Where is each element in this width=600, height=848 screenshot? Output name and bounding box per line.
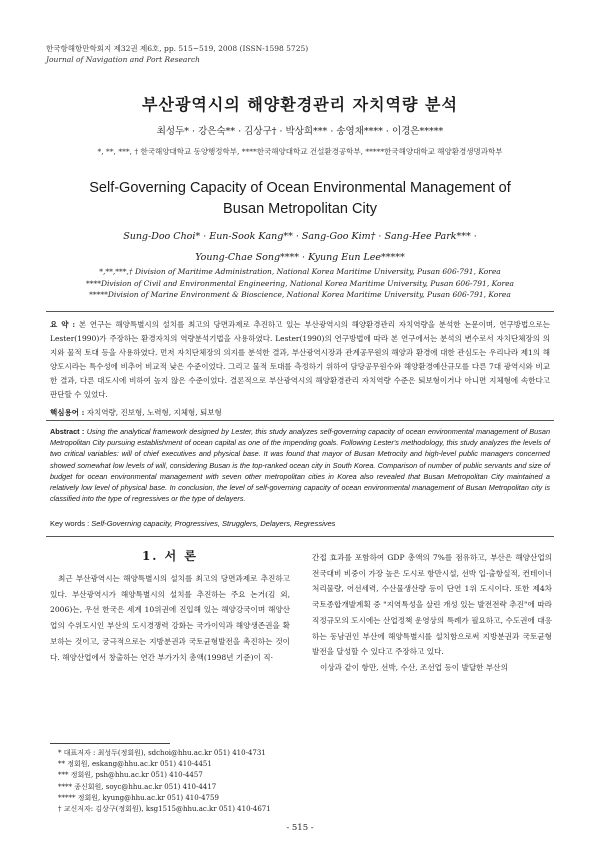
journal-citation-ko: 한국항해항만학회지 제32권 제6호, pp. 515~519, 2008 (ISSN-1598 5725) — [46, 44, 309, 53]
journal-name-en: Journal of Navigation and Port Research — [46, 55, 200, 64]
affiliations-ko: *, **, ***, † 한국해양대학교 동양행정학부, ****한국해양대학교 건설환경공학부, *****한국해양대학교 해양환경생명과학부 — [97, 147, 503, 156]
body-column-right — [312, 550, 552, 676]
paragraph: 최근 부산광역시는 해양특별시의 설치를 최고의 당면과제로 추진하고 있다. 부산광역시가 해양특별시의 설치를 추진하는 주요 논거(김 외, 2006)는, 우선 한국은 세계 10위권에 진입해 있는 해양강국이며 해양산업의 수위도시인 부산의 도시경쟁력 강화는 국가이익과 해양생존권을 확보하는 것이고, 궁극적으로는 지방분권과 국토균형발전을 촉진하는 것이다. 해양산업에서 창출하는 연간 부가가치 총액(1998년 기준)이 직· — [50, 574, 290, 662]
authors-en-line2: Young-Chae Song**** · Kyung Eun Lee***** — [195, 252, 405, 263]
affiliations-en — [40, 266, 560, 301]
footnote: *** 정회원, psh@hhu.ac.kr 051) 410-4457 — [58, 771, 203, 780]
abstract-mid-rule — [46, 420, 554, 421]
affiliation-en-1: *,**,***,† Division of Maritime Administration, National Korea Maritime University, Pusan 606-791, Korea — [99, 267, 501, 276]
body-column-left — [50, 547, 290, 665]
section-heading-introduction: 1. 서 론 — [141, 549, 199, 563]
abstract-top-rule — [46, 311, 554, 312]
affiliation-en-2: ****Division of Civil and Environmental Engineering, National Korea Maritime University, Pusan 606-791, Korea — [85, 278, 515, 288]
footnote: ** 정회원, eskang@hhu.ac.kr 051) 410-4451 — [58, 760, 212, 769]
footnote: ***** 정회원, kyung@hhu.ac.kr 051) 410-4759 — [58, 793, 219, 802]
authors-en — [60, 226, 540, 268]
abstract-en-label: Abstract : — [50, 427, 85, 436]
keywords-en-label: Key words : — [50, 519, 90, 528]
abstract-ko — [50, 318, 550, 402]
footnotes — [58, 748, 358, 815]
keywords-en — [50, 519, 550, 528]
abstract-bottom-rule — [46, 536, 554, 537]
footnote: * 대표저자 : 최성두(정회원), sdchoi@hhu.ac.kr 051) 410-4731 — [58, 749, 266, 757]
keywords-ko-text: 자치역량, 진보형, 노력형, 지체형, 퇴보형 — [86, 408, 222, 417]
keywords-ko-label: 핵심용어 : — [50, 408, 85, 417]
body-text-left — [50, 571, 290, 665]
paragraph: 이상과 같이 항만, 선박, 수산, 조선업 등이 발달한 부산의 — [320, 662, 508, 672]
footnote-divider — [50, 743, 170, 744]
keywords-en-text: Self-Governing capacity, Progressives, Strugglers, Delayers, Regressives — [91, 519, 336, 528]
abstract-en — [50, 426, 550, 504]
footnote: **** 종신회원, soyc@hhu.ac.kr 051) 410-4417 — [58, 782, 217, 791]
abstract-ko-text: 본 연구는 해양특별시의 설치를 최고의 당면과제로 추진하고 있는 부산광역시의 해양환경관리 자치역량을 분석한 논문이며, 연구방법으로는 Lester(1990)가 주장하는 환경자치의 역량분석기법을 사용하였다. Lester(1990)의 연구방법에 따라 본 연구에서는 분석의 변수로서 자치단체장의 의지와 물적 토대 등을 사용하였다. 먼저 자치단체장의 의지를 분석한 결과, 부산광역시장과 관계공무원의 해양과 환경에 대한 관심도는 우리나라 제1의 해양도시라는 특수성에 비추어 비교적 낮은 수준이었다. 그리고 물적 토대를 측정하기 위하여 담당공무원수와 해양환경예산규모를 다른 7대 광역시와 비교한 결과, 다른 대도시에 비하여 높지 않은 수준이었다. 결론적으로 부산광역시의 해양환경관리 자치역량 수준은 퇴보형이거나 아니면 지체형에 속한다고 판단할 수 있었다. — [50, 320, 550, 399]
abstract-ko-label: 요 약 : — [50, 320, 76, 329]
paper-title-ko: 부산광역시의 해양환경관리 자치역량 분석 — [142, 95, 458, 114]
abstract-en-text: Using the analytical framework designed by Lester, this study analyzes self-governing capacity of ocean environmental management of Busan Metropolitan City pursuing establishment of ocean capital as one of the impending goals. Following Lester's methodology, this study analyzes the levels of two critical variables: will of chief executives and physical base. It was found that mayor of Busan Metrocity and high-level public managers concerned showed somewhat low levels of will, considering Busan is the top-ranked ocean city in South Korea. Comparison of number of public servants and size of budget for ocean environmental management with seven other metropolitan cities in Korea also revealed that Busan Metropolitan City maintained a relatively low level of physical base. In conclusion, the level of self-governing capacity of ocean environmental management of Busan Metropolitan city is classified into the type of regressives or the type of delayers. — [50, 427, 551, 504]
page-number: - 515 - — [286, 823, 314, 833]
journal-header — [46, 43, 308, 65]
authors-en-line1: Sung-Doo Choi* · Eun-Sook Kang** · Sang-Goo Kim† · Sang-Hee Park*** · — [123, 231, 477, 242]
paper-title-en: Self-Governing Capacity of Ocean Environmental Management of Busan Metropolitan City — [89, 180, 511, 217]
authors-ko: 최성두* · 강은숙** · 김상구† · 박상희*** · 송영채**** · 이경은***** — [156, 126, 444, 137]
affiliation-en-3: *****Division of Marine Environment & Bioscience, National Korea Maritime University, Pusan 606-791, Korea — [89, 290, 511, 299]
keywords-ko — [50, 407, 550, 418]
footnote: † 교신저자: 김상구(정회원), ksg1515@hhu.ac.kr 051) 410-4671 — [58, 805, 271, 814]
body-text-right — [312, 550, 552, 676]
paragraph: 간접 효과를 포함하여 GDP 총액의 7%를 점유하고, 부산은 해양산업의 전국대비 비중이 가장 높은 도시로 항만시설, 선박 입·출항실적, 컨테이너 처리물량, 어선세력, 수산물생산량 등이 단연 1위 도시이다. 또한 제4차 국토종합개발계획 중 "지역특성을 살린 개성 있는 발전전략 추진"에 따라 직정규모의 도시에는 산업정책 운영상의 특례가 필요하고, 수도권에 대응하는 동남권인 부산에 해양특별시를 설치함으로써 지방분권과 국토균형발전을 달성할 수 있다고 주장하고 있다. — [312, 553, 552, 657]
